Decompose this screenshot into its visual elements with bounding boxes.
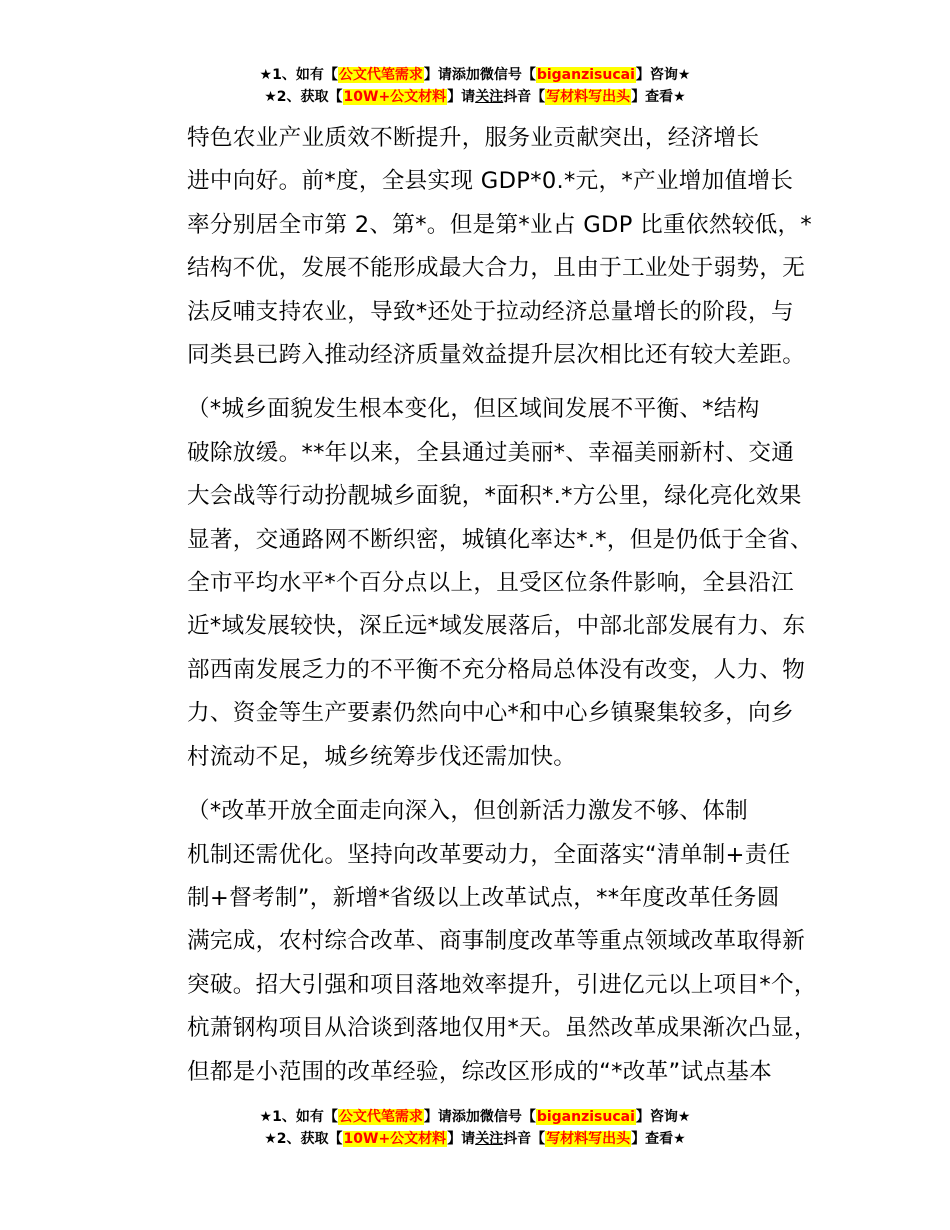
banner-line-2 [0,1128,950,1150]
underlined-follow: 关注 [475,89,504,105]
highlight-wechat-id: biganzisucai [536,67,635,83]
paragraph-urban-rural [140,388,832,779]
header-banner [0,64,950,108]
text-line: 村流动不足，城乡统筹步伐还需加快。 [187,743,577,770]
banner-line-2 [0,86,950,108]
text-line: 显著，交通路网不断织密，城镇化率达*.*，但是仍低于全省、 [187,526,813,553]
highlight-douyin-account: 写材料写出头 [546,1131,631,1147]
highlight-materials: 10W+公文材料 [343,1131,447,1147]
banner-text: ★2、获取【 [264,89,343,105]
text-line: 杭萧钢构项目从洽谈到落地仅用*天。虽然改革成果渐次凸显， [187,1015,817,1042]
footer-banner [0,1106,950,1150]
highlight-writing-service: 公文代笔需求 [338,1109,423,1125]
banner-text: 】咨询★ [635,67,691,83]
text-line: 破除放缓。**年以来，全县通过美丽*、幸福美丽新村、交通 [187,439,795,466]
banner-text: 】请 [447,89,476,105]
banner-text: ★2、获取【 [264,1131,343,1147]
banner-text: 】查看★ [631,1131,686,1147]
text-line: （*改革开放全面走向深入，但创新活力激发不够、体制 [187,798,749,825]
text-line: 大会战等行动扮靓城乡面貌，*面积*.*方公里，绿化亮化效果 [187,483,802,510]
text-line: 进中向好。前*度，全县实现 GDP*0.*元，*产业增加值增长 [187,168,794,195]
banner-text: 】咨询★ [635,1109,691,1125]
text-line: 结构不优，发展不能形成最大合力，且由于工业处于弱势，无 [187,255,806,282]
document-body [140,117,832,1094]
text-line: （*城乡面貌发生根本变化，但区域间发展不平衡、*结构 [187,396,760,423]
banner-text: 】查看★ [631,89,686,105]
paragraph-economy [140,117,832,377]
text-line: 但都是小范围的改革经验，综改区形成的“*改革”试点基本 [187,1058,773,1085]
highlight-materials: 10W+公文材料 [343,89,447,105]
text-line: 全市平均水平*个百分点以上，且受区位条件影响，全县沿江 [187,570,794,597]
banner-line-1 [0,1106,950,1128]
banner-text: 抖音【 [503,1131,546,1147]
banner-text: 】请添加微信号【 [423,67,536,83]
banner-text: 抖音【 [503,89,546,105]
banner-text: ★1、如有【 [259,1109,338,1125]
text-line: 率分别居全市第 2、第*。但是第*业占 GDP 比重依然较低，* [187,211,813,238]
banner-text: ★1、如有【 [259,67,338,83]
highlight-wechat-id: biganzisucai [536,1109,635,1125]
text-line: 部西南发展乏力的不平衡不充分格局总体没有改变，人力、物 [187,656,806,683]
text-line: 突破。招大引强和项目落地效率提升，引进亿元以上项目*个， [187,971,817,998]
highlight-douyin-account: 写材料写出头 [546,89,631,105]
text-line: 法反哺支持农业，导致*还处于拉动经济总量增长的阶段，与 [187,298,794,325]
text-line: 满完成，农村综合改革、商事制度改革等重点领域改革取得新 [187,928,806,955]
text-line: 特色农业产业质效不断提升，服务业贡献突出，经济增长 [187,125,760,151]
text-line: 制+督考制”，新增*省级以上改革试点，**年度改革任务圆 [187,884,780,911]
text-line: 机制还需优化。坚持向改革要动力，全面落实“清单制+责任 [187,841,791,868]
highlight-writing-service: 公文代笔需求 [338,67,423,83]
banner-text: 】请 [447,1131,476,1147]
underlined-follow: 关注 [475,1131,504,1147]
banner-line-1 [0,64,950,86]
text-line: 近*域发展较快，深丘远*域发展落后，中部北部发展有力、东 [187,613,806,640]
banner-text: 】请添加微信号【 [423,1109,536,1125]
paragraph-reform [140,790,832,1094]
text-line: 力、资金等生产要素仍然向中心*和中心乡镇聚集较多，向乡 [187,700,794,727]
text-line: 同类县已跨入推动经济质量效益提升层次相比还有较大差距。 [187,342,806,369]
